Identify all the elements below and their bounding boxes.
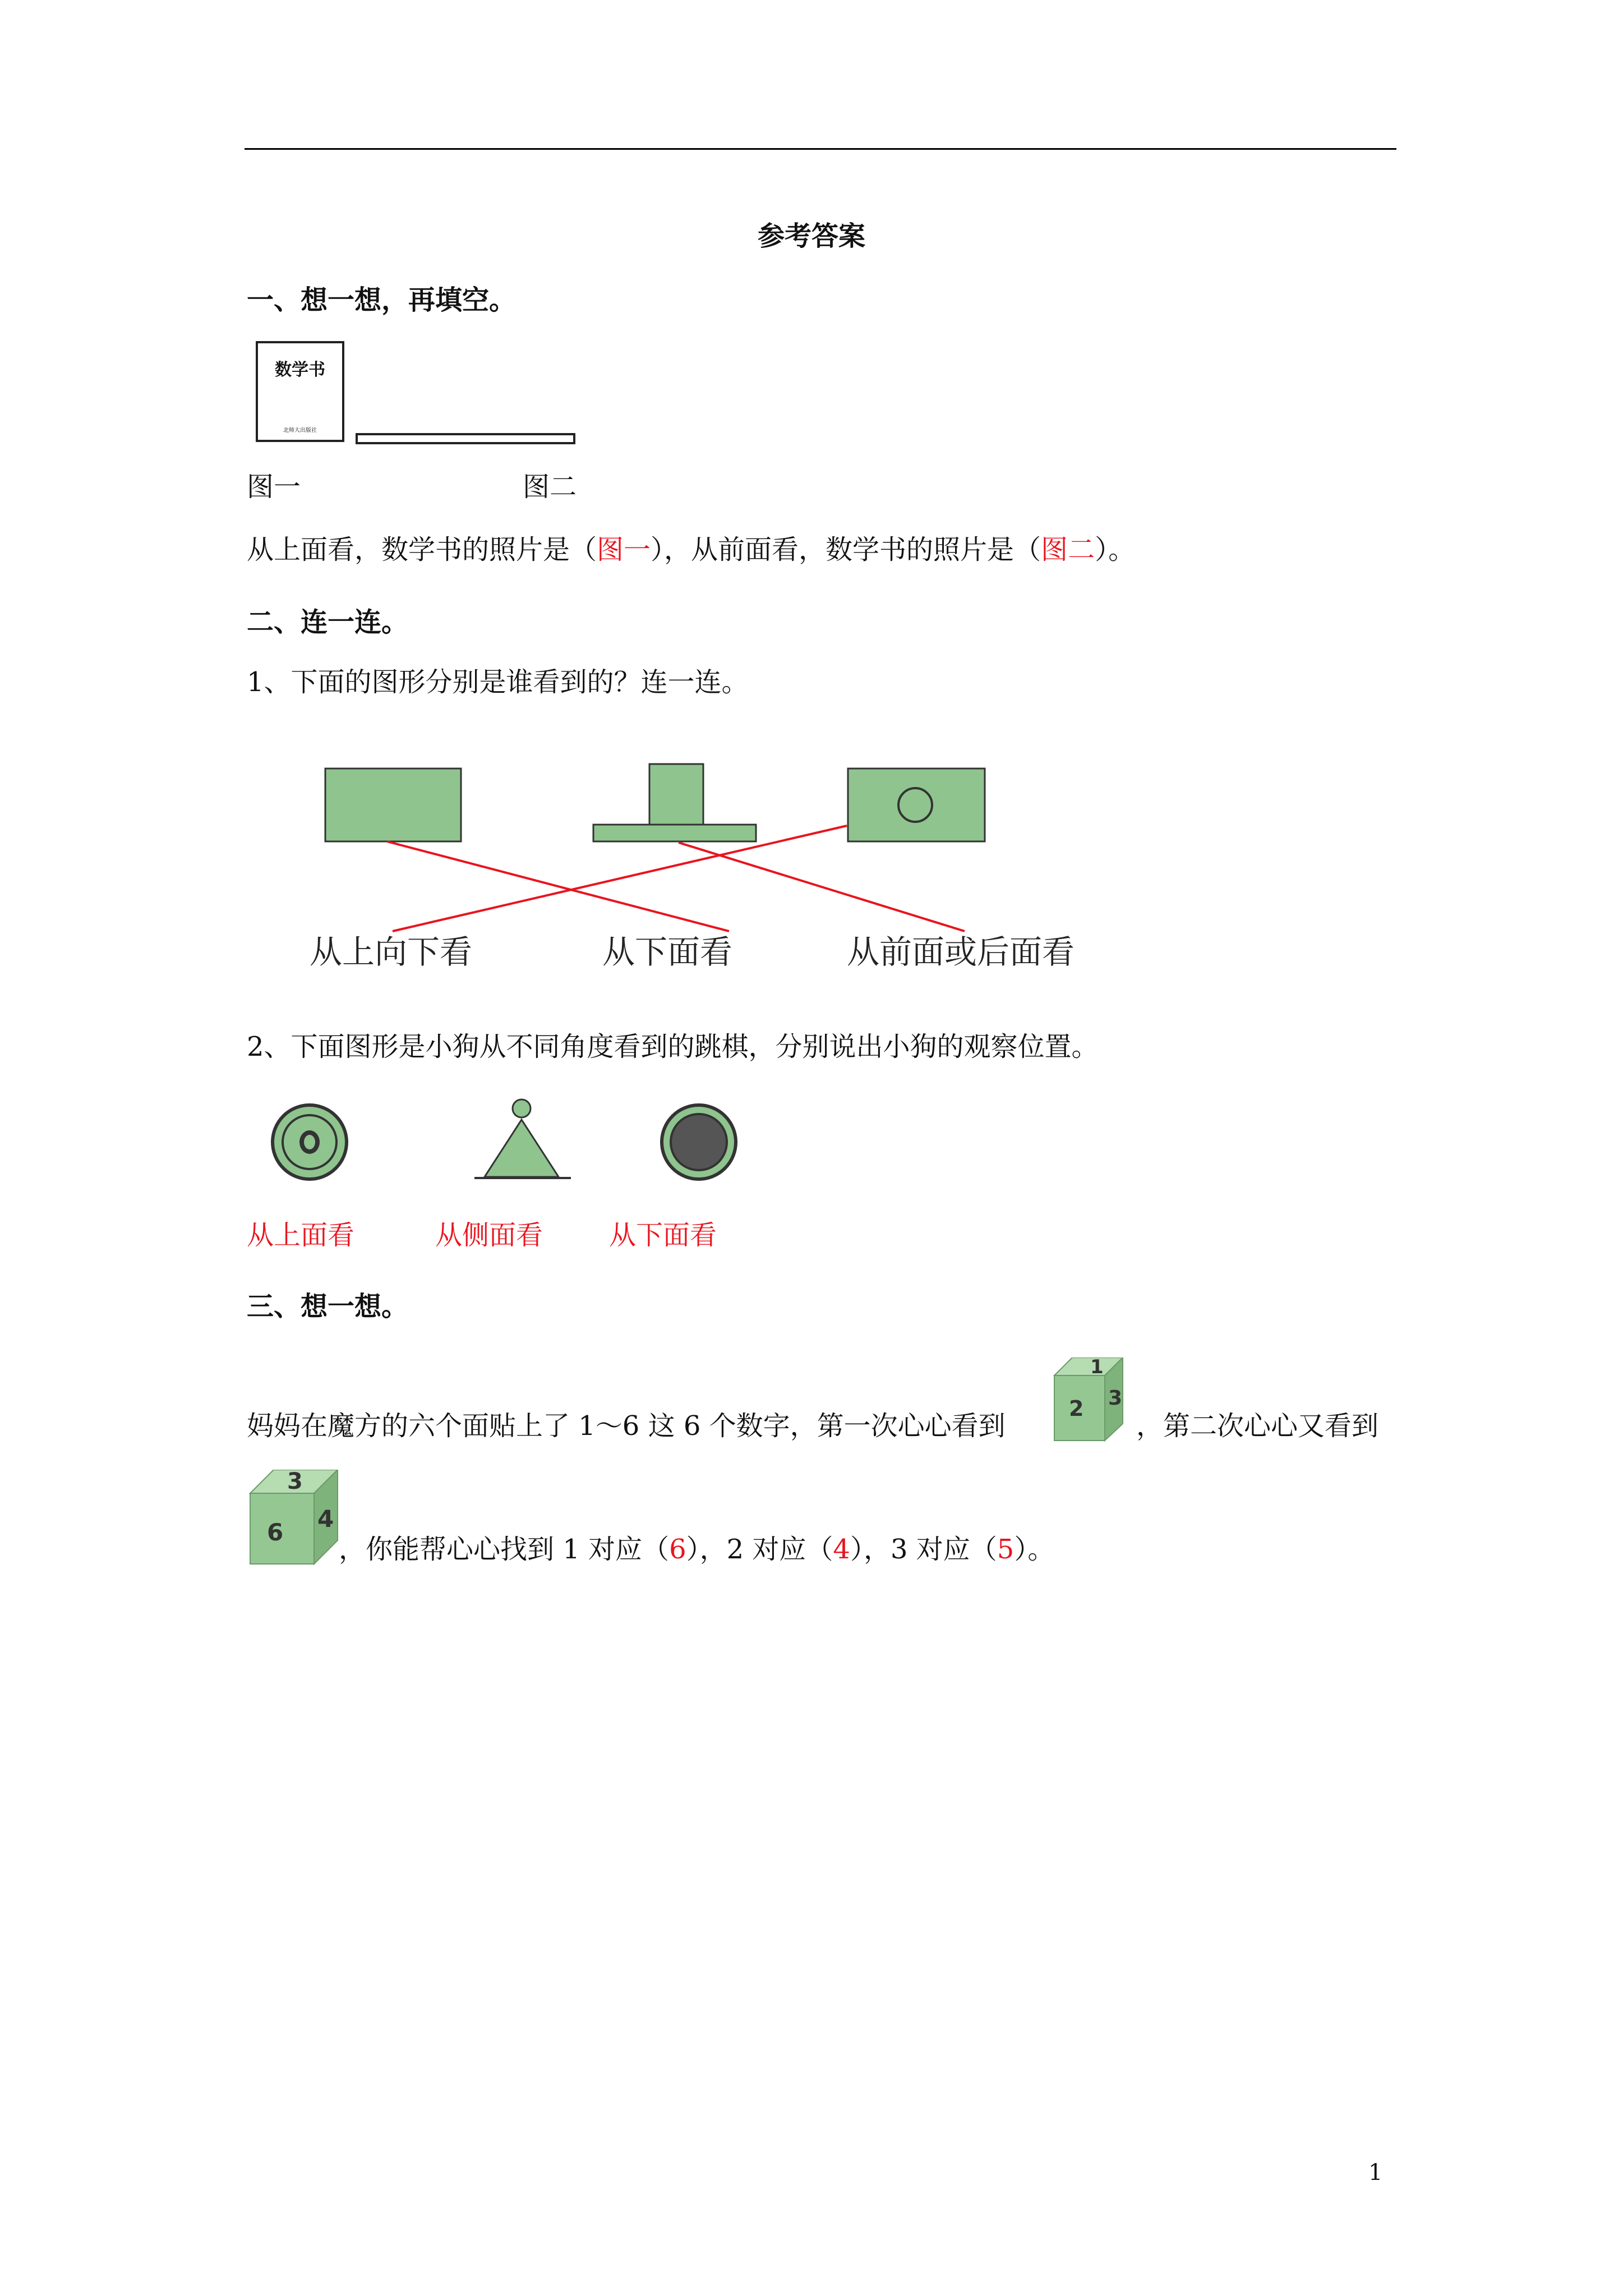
cube-first-view bbox=[1043, 1358, 1127, 1442]
section3-heading: 三、想一想。 bbox=[247, 1291, 409, 1322]
section2-heading: 二、连一连。 bbox=[247, 606, 409, 638]
cube-second-view bbox=[245, 1470, 340, 1565]
caption-figure2: 图二 bbox=[523, 471, 577, 503]
question-2: 2、下面图形是小狗从不同角度看到的跳棋，分别说出小狗的观察位置。 bbox=[247, 1031, 1099, 1062]
answer-top-view: 从上面看 bbox=[247, 1220, 355, 1251]
page-title: 参考答案 bbox=[757, 220, 865, 252]
section3-line1-end: ，第二次心心又看到 bbox=[1136, 1410, 1379, 1442]
cube2-top-number: 3 bbox=[287, 1470, 303, 1494]
page-number: 1 bbox=[1368, 2160, 1383, 2185]
answer-side-view: 从侧面看 bbox=[435, 1220, 543, 1251]
cube1-front-number: 2 bbox=[1069, 1396, 1084, 1421]
answer-2-opposite: 4 bbox=[833, 1534, 850, 1565]
answer-3-opposite: 5 bbox=[997, 1534, 1015, 1565]
section1-heading: 一、想一想，再填空。 bbox=[247, 284, 517, 316]
label-from-front-or-back: 从前面或后面看 bbox=[847, 933, 1075, 971]
label-from-top: 从上向下看 bbox=[310, 933, 473, 971]
answer-figure2: 图二 bbox=[1041, 534, 1095, 565]
caption-figure1: 图一 bbox=[247, 471, 301, 503]
section1-sentence: 从上面看，数学书的照片是（图一），从前面看，数学书的照片是（图二）。 bbox=[247, 534, 1136, 565]
checker-side-knob bbox=[513, 1099, 531, 1117]
checker-bottom-inner bbox=[671, 1114, 727, 1170]
label-from-bottom: 从下面看 bbox=[602, 933, 733, 971]
checker-top-center-inner bbox=[304, 1135, 315, 1149]
section3-line2: ，你能帮心心找到 1 对应（6），2 对应（4），3 对应（5）。 bbox=[339, 1534, 1055, 1565]
answer-figure1: 图一 bbox=[597, 534, 651, 565]
cube2-side-number: 4 bbox=[317, 1505, 334, 1533]
book-cover-publisher: 北师大出版社 bbox=[283, 427, 317, 434]
question-1: 1、下面的图形分别是谁看到的？连一连。 bbox=[247, 666, 749, 698]
answer-1-opposite: 6 bbox=[669, 1534, 686, 1565]
cube2-front-number: 6 bbox=[267, 1519, 284, 1546]
cube1-top-number: 1 bbox=[1090, 1358, 1104, 1378]
checker-side-cone bbox=[485, 1120, 559, 1177]
answer-bottom-view: 从下面看 bbox=[609, 1220, 717, 1251]
book-cover-title: 数学书 bbox=[275, 360, 325, 380]
section3-line1-start: 妈妈在魔方的六个面贴上了 1～6 这 6 个数字，第一次心心看到 bbox=[247, 1410, 1006, 1442]
cube1-side-number: 3 bbox=[1108, 1387, 1123, 1410]
